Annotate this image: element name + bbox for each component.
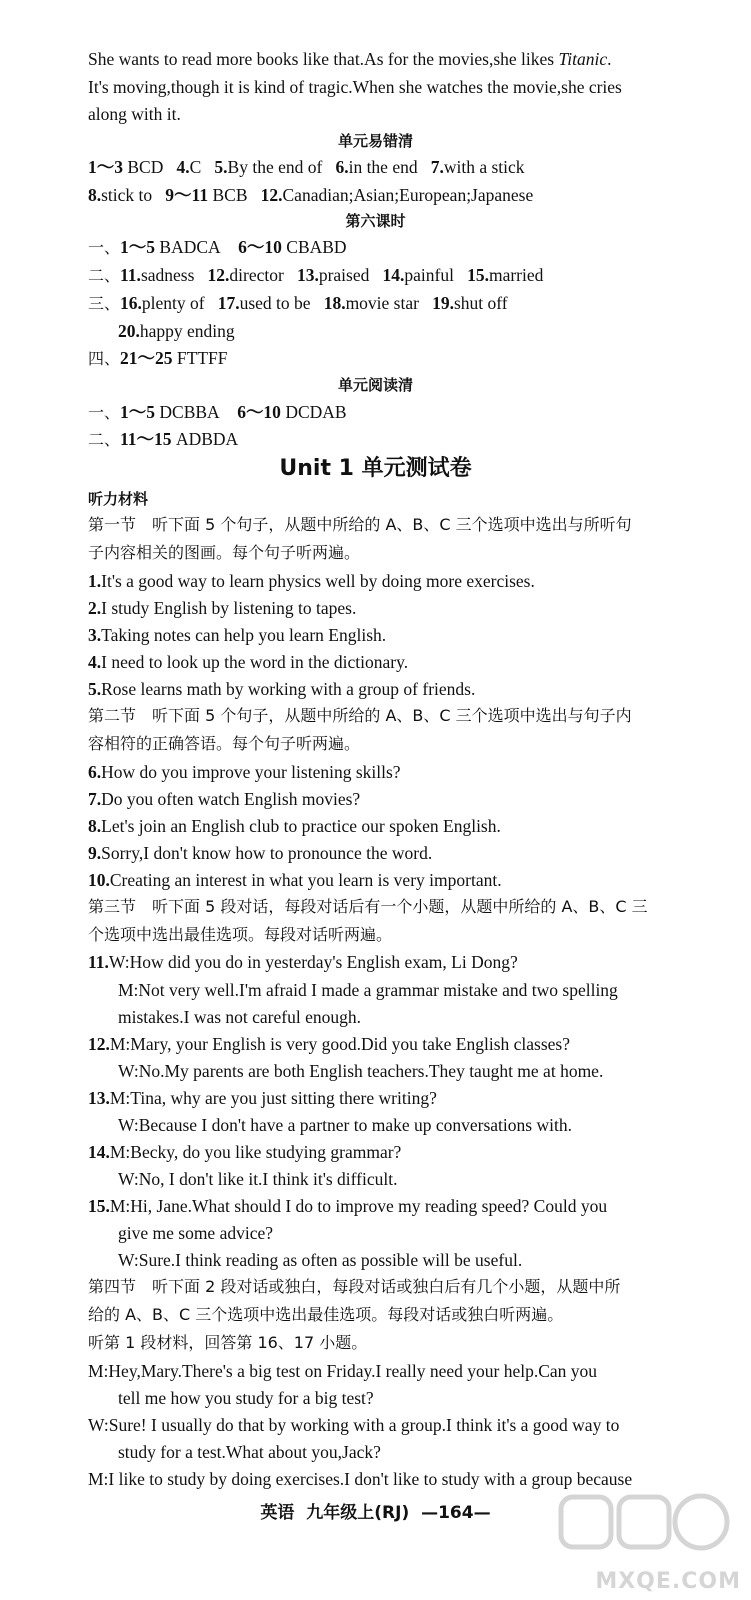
listening-material-label: 听力材料 <box>88 490 149 508</box>
conversation-line-1: M:Hey,Mary.There's a big test on Friday.I really need your help.Can you <box>88 1361 598 1381</box>
lesson6-part-4: 四、21～25 FTTFF <box>88 348 228 368</box>
sentence-9: 9.Sorry,I don't know how to pronounce the word. <box>88 843 433 863</box>
conversation-line-5: M:I like to study by doing exercises.I don't like to study with a group because <box>88 1469 633 1489</box>
sentence-5: 5.Rose learns math by working with a group of friends. <box>88 679 476 699</box>
lesson6-heading: 第六课时 <box>345 212 406 230</box>
page-footer: 英语 九年级上(RJ) —164— <box>260 1503 491 1523</box>
material-1-instr: 听第 1 段材料，回答第 16、17 小题。 <box>88 1333 368 1352</box>
errors-row-2: 8.stick to 9～11 BCB 12.Canadian;Asian;European;Japanese <box>88 185 534 205</box>
dialogue-14-line-2: W:No, I don't like it.I think it's difficult. <box>118 1169 398 1189</box>
section-1-instr-a: 第一节 听下面 5 个句子，从题中所给的 A、B、C 三个选项中选出与所听句 <box>88 515 632 534</box>
sentence-8: 8.Let's join an English club to practice our spoken English. <box>88 816 501 836</box>
dialogue-11-line-3: mistakes.I was not careful enough. <box>118 1007 361 1027</box>
sentence-10: 10.Creating an interest in what you learn is very important. <box>88 870 502 890</box>
dialogue-15-line-2: give me some advice? <box>118 1223 274 1243</box>
site-watermark <box>541 1489 741 1594</box>
dialogue-11-line-1: 11.W:How did you do in yesterday's English exam, Li Dong? <box>88 952 518 972</box>
lesson6-part-2: 二、11.sadness 12.director 13.praised 14.painful 15.married <box>88 265 544 285</box>
lesson6-part-3b: 20.happy ending <box>118 321 235 341</box>
section-2-instr-b: 容相符的正确答语。每个句子听两遍。 <box>88 734 361 753</box>
conversation-line-4: study for a test.What about you,Jack? <box>118 1442 381 1462</box>
dialogue-11-line-2: M:Not very well.I'm afraid I made a grammar mistake and two spelling <box>118 980 618 1000</box>
watermark-logo-icon <box>541 1489 741 1569</box>
section-1-instr-b: 子内容相关的图画。每个句子听两遍。 <box>88 543 361 562</box>
errors-heading: 单元易错清 <box>337 132 413 150</box>
sentence-7: 7.Do you often watch English movies? <box>88 789 361 809</box>
lesson6-part-3: 三、16.plenty of 17.used to be 18.movie star 19.shut off <box>88 293 508 313</box>
dialogue-15-line-1: 15.M:Hi, Jane.What should I do to improve my reading speed? Could you <box>88 1196 608 1216</box>
watermark-text: MXQE.COM <box>595 1569 741 1594</box>
reading-part-2: 二、11～15 ADBDA <box>88 429 239 449</box>
intro-line-1: She wants to read more books like that.As for the movies,she likes Titanic. <box>88 49 612 69</box>
dialogue-15-line-3: W:Sure.I think reading as often as possible will be useful. <box>118 1250 523 1270</box>
section-4-instr-b: 给的 A、B、C 三个选项中选出最佳选项。每段对话或独白听两遍。 <box>88 1305 564 1324</box>
intro-line-2: It's moving,though it is kind of tragic.When she watches the movie,she cries <box>88 77 622 97</box>
reading-part-1: 一、1～5 DCBBA 6～10 DCDAB <box>88 402 347 422</box>
dialogue-12-line-1: 12.M:Mary, your English is very good.Did you take English classes? <box>88 1034 570 1054</box>
dialogue-14-line-1: 14.M:Becky, do you like studying grammar? <box>88 1142 402 1162</box>
sentence-3: 3.Taking notes can help you learn English. <box>88 625 387 645</box>
dialogue-13-line-2: W:Because I don't have a partner to make up conversations with. <box>118 1115 572 1135</box>
sentence-2: 2.I study English by listening to tapes. <box>88 598 357 618</box>
intro-line-3: along with it. <box>88 104 181 124</box>
sentence-1: 1.It's a good way to learn physics well by doing more exercises. <box>88 571 535 591</box>
dialogue-12-line-2: W:No.My parents are both English teachers.They taught me at home. <box>118 1061 604 1081</box>
dialogue-13-line-1: 13.M:Tina, why are you just sitting there writing? <box>88 1088 437 1108</box>
sentence-6: 6.How do you improve your listening skills? <box>88 762 401 782</box>
reading-heading: 单元阅读清 <box>337 376 413 394</box>
conversation-line-3: W:Sure! I usually do that by working with a group.I think it's a good way to <box>88 1415 620 1435</box>
section-2-instr-a: 第二节 听下面 5 个句子，从题中所给的 A、B、C 三个选项中选出与句子内 <box>88 706 632 725</box>
errors-row-1: 1～3 BCD 4.C 5.By the end of 6.in the end 7.with a stick <box>88 157 525 177</box>
conversation-line-2: tell me how you study for a big test? <box>118 1388 374 1408</box>
section-3-instr-a: 第三节 听下面 5 段对话，每段对话后有一个小题，从题中所给的 A、B、C 三 <box>88 897 648 916</box>
sentence-4: 4.I need to look up the word in the dictionary. <box>88 652 409 672</box>
unit-test-title: Unit 1 单元测试卷 <box>279 456 472 481</box>
lesson6-part-1: 一、1～5 BADCA 6～10 CBABD <box>88 237 347 257</box>
section-3-instr-b: 个选项中选出最佳选项。每段对话听两遍。 <box>88 925 393 944</box>
section-4-instr-a: 第四节 听下面 2 段对话或独白，每段对话或独白后有几个小题，从题中所 <box>88 1277 621 1296</box>
